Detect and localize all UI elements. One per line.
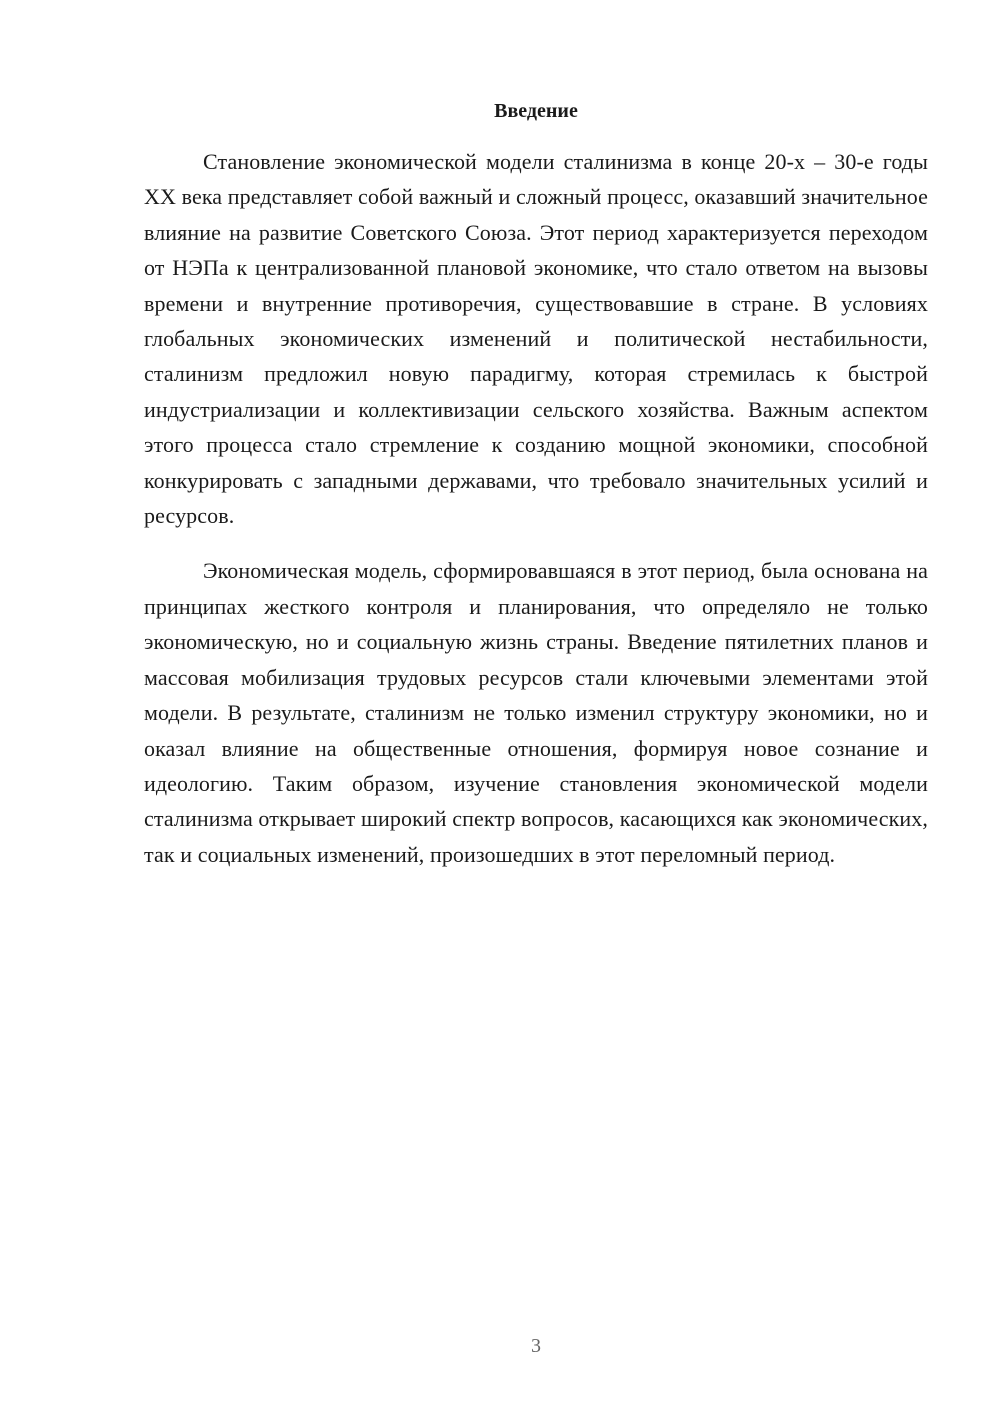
page-number: 3 [531, 1335, 541, 1357]
paragraph: Становление экономической модели сталинизма в конце 20-х – 30-е годы XX века представляет собой важный и сложный процесс, оказавший значительное влияние на развитие Советского Союза. Этот период характеризуется переходом от НЭПа к централизованной плановой экономике, что стало ответом на вызовы времени и внутренние противоречия, существовавшие в стране. В условиях глобальных экономических изменений и политической нестабильности, сталинизм предложил новую парадигму, которая стремилась к быстрой индустриализации и коллективизации сельского хозяйства. Важным аспектом этого процесса стало стремление к созданию мощной экономики, способной конкурировать с западными державами, что требовало значительных усилий и ресурсов. [144, 149, 928, 529]
document-body [144, 144, 928, 872]
paragraph: Экономическая модель, сформировавшаяся в этот период, была основана на принципах жесткого контроля и планирования, что определяло не только экономическую, но и социальную жизнь страны. Введение пятилетних планов и массовая мобилизация трудовых ресурсов стали ключевыми элементами этой модели. В результате, сталинизм не только изменил структуру экономики, но и оказал влияние на общественные отношения, формируя новое сознание и идеологию. Таким образом, изучение становления экономической модели сталинизма открывает широкий спектр вопросов, касающихся как экономических, так и социальных изменений, произошедших в этот переломный период. [144, 558, 928, 867]
section-heading: Введение [494, 100, 578, 122]
